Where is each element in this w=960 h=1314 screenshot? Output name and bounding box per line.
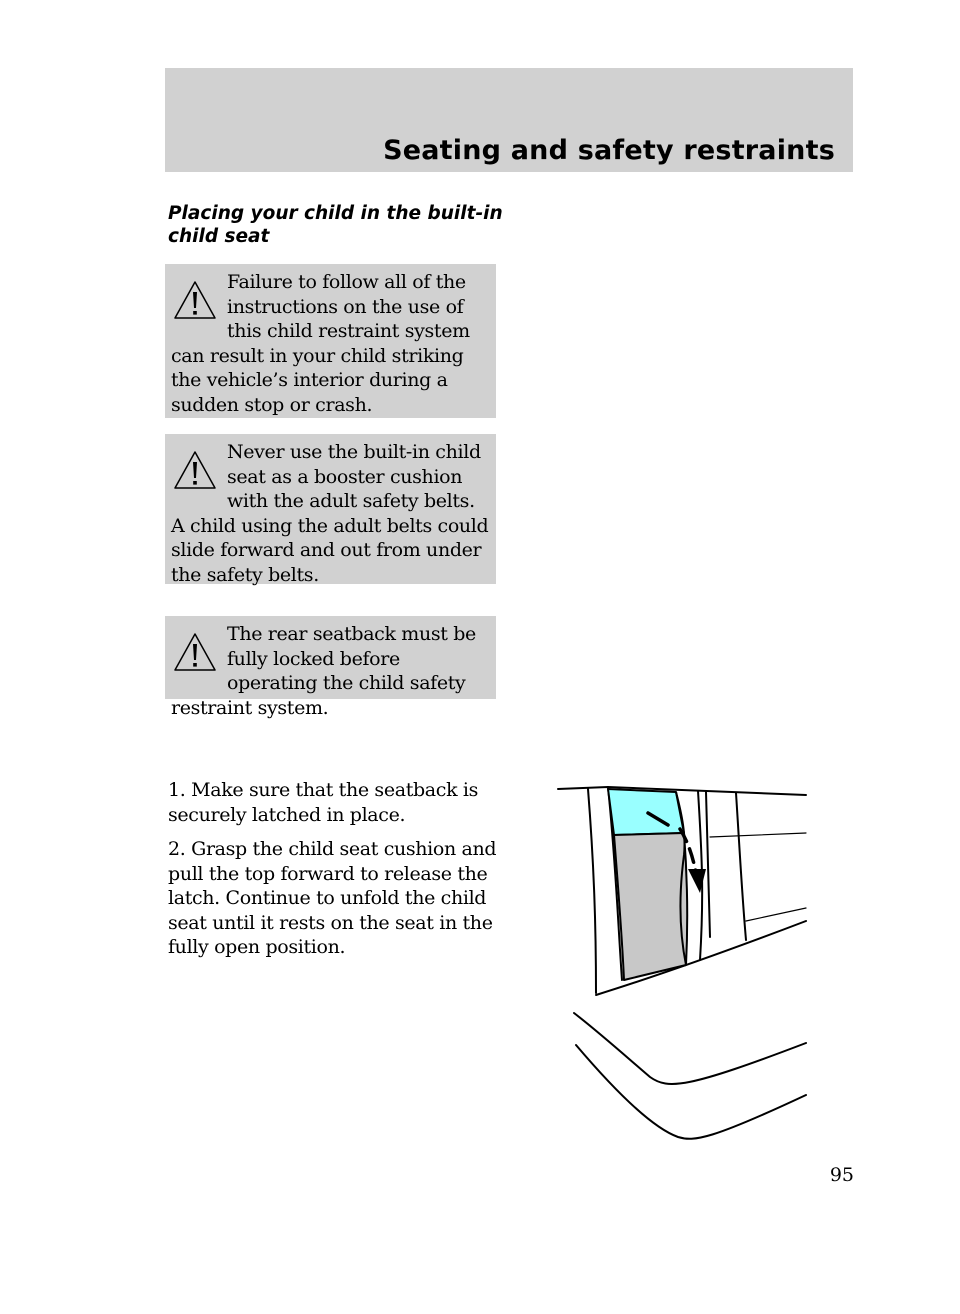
header-band (165, 68, 853, 172)
warning-box-2 (165, 434, 496, 584)
page-number: 95 (829, 1164, 854, 1186)
warning-text: The rear seatback must be fully locked before operating the child safety restraint system. (171, 623, 476, 719)
warning-triangle-icon (171, 448, 219, 492)
page-title: Seating and safety restraints (383, 135, 835, 166)
warning-triangle-icon (171, 630, 219, 674)
child-seat-illustration (550, 775, 815, 1145)
warning-text: Never use the built-in child seat as a booster cushion with the adult safety belts. A child using the adult belts could slide forward and out from under the safety belts. (171, 441, 489, 586)
step-1: 1. Make sure that the seatback is securely latched in place. (168, 779, 479, 826)
warning-box-1 (165, 264, 496, 418)
warning-text: Failure to follow all of the instructions on the use of this child restraint system can result in your child striking the vehicle’s interior during a sudden stop or crash. (171, 271, 470, 416)
step-2: 2. Grasp the child seat cushion and pull the top forward to release the latch. Continue to unfold the child seat until it rests on the seat in the fully open position. (168, 838, 497, 958)
section-heading: Placing your child in the built-in child seat (168, 203, 503, 247)
warning-box-3 (165, 616, 496, 719)
instruction-steps (168, 778, 503, 970)
warning-triangle-icon (171, 278, 219, 322)
